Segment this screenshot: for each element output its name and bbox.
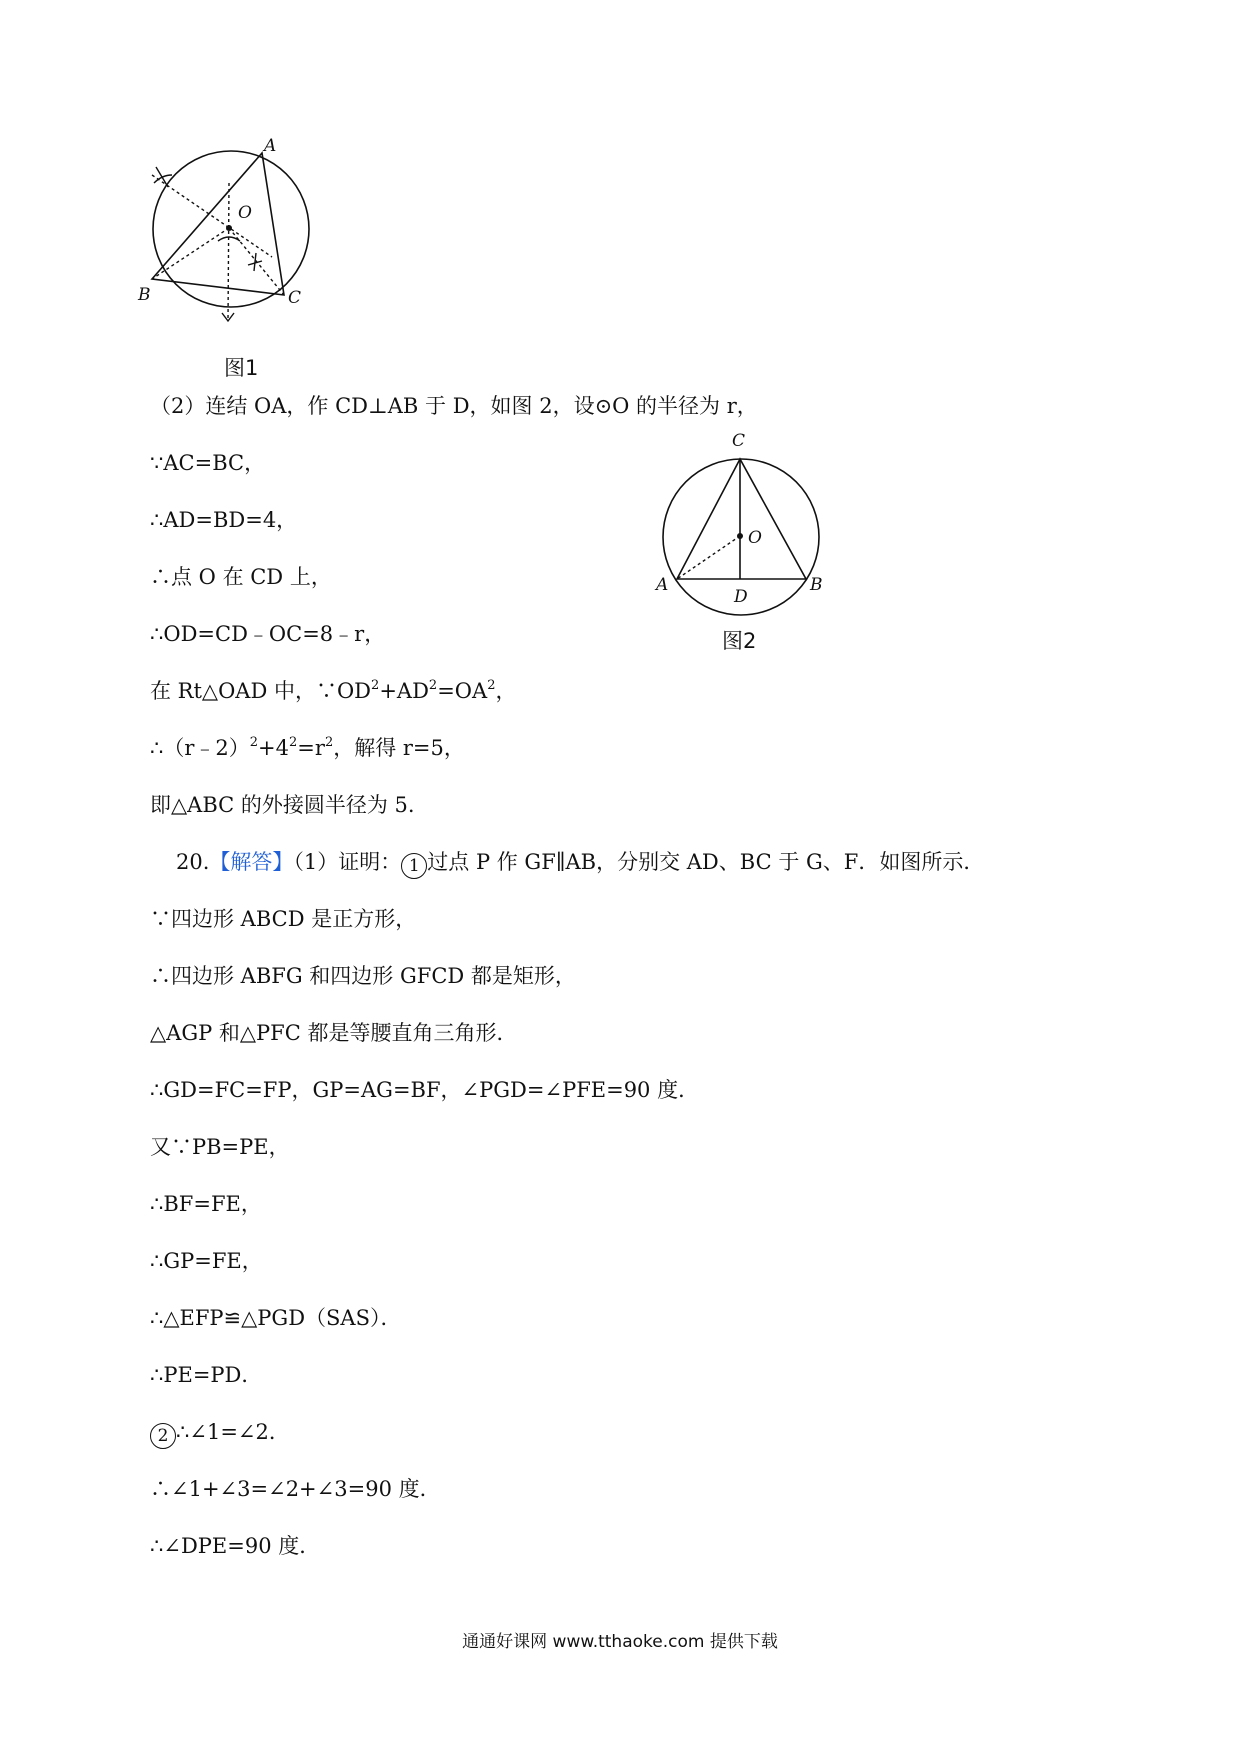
label-b: B <box>810 575 823 595</box>
text-line-3: ∴AD=BD=4， <box>150 508 298 532</box>
text-line-12: △AGP 和△PFC 都是等腰直角三角形． <box>150 1021 518 1045</box>
text-line-20: ∴∠1+∠3=∠2+∠3=90 度． <box>150 1477 441 1501</box>
step-marker-2: 2 <box>150 1423 176 1449</box>
text-line-19: 2 ∴∠1=∠2． <box>150 1418 290 1449</box>
center-point-o <box>226 225 232 231</box>
label-a: A <box>264 136 277 156</box>
center-point-o <box>737 533 743 539</box>
figure-1-caption: 图1 <box>224 356 259 380</box>
text-line-7: $\therefore(r﹣2)^2+4^2=r^2$，解得 r=5， <box>150 735 465 760</box>
arc-mark-right <box>248 253 262 271</box>
perpendicular-bisector-bc <box>228 183 229 321</box>
text-line-17: ∴△EFP≌△PGD（SAS）． <box>150 1306 402 1330</box>
text-line-15: ∴BF=FE， <box>150 1192 262 1216</box>
text-line-11: ∴四边形 ABFG 和四边形 GFCD 都是矩形， <box>150 964 576 988</box>
label-c: C <box>732 431 746 451</box>
label-a: A <box>656 575 669 595</box>
label-o: O <box>238 203 252 223</box>
question-number: 20. <box>176 850 210 874</box>
label-o: O <box>748 528 762 548</box>
text-line-2: ∵AC=BC， <box>150 451 266 475</box>
figure-1 <box>138 136 320 330</box>
text-line-13: ∴GD=FC=FP，GP=AG=BF，∠PGD=∠PFE=90 度． <box>150 1078 700 1102</box>
label-b: B <box>138 285 151 305</box>
step-marker-1: 1 <box>401 853 427 879</box>
text-line-16: ∴GP=FE， <box>150 1249 263 1273</box>
segment-oa <box>677 536 740 579</box>
text-line-14: 又∵PB=PE， <box>150 1135 290 1159</box>
figure-2-caption: 图2 <box>722 629 757 653</box>
answer-tag: 【解答】 <box>209 850 294 874</box>
page-footer: 通通好课网 www.tthaoke.com 提供下载 <box>462 1632 778 1652</box>
text-line-9: 20.【解答】（1）证明： 1 过点 P 作 GF∥AB，分别交 AD、BC 于 G、F．如图所示． <box>176 848 984 879</box>
text-line-10: ∵四边形 ABCD 是正方形， <box>150 907 417 931</box>
label-c: C <box>288 288 302 308</box>
arc-mark-top <box>154 167 172 187</box>
text-line-5: ∴OD=CD﹣OC=8﹣r， <box>150 622 386 646</box>
text-line-8: 即△ABC 的外接圆半径为 5. <box>150 793 415 817</box>
text-line-18: ∴PE=PD． <box>150 1363 263 1387</box>
perpendicular-bisector-ab <box>152 175 272 257</box>
text-line-21: ∴∠DPE=90 度． <box>150 1534 321 1558</box>
text-line-4: ∴点 O 在 CD 上， <box>150 565 332 589</box>
label-d: D <box>734 587 748 607</box>
triangle-abc <box>152 153 284 295</box>
text-line-6: 在 Rt△OAD 中，$\because OD^2+AD^2=OA^2$， <box>150 678 517 703</box>
triangle-abc <box>677 459 806 579</box>
text-line-1: （2）连结 OA，作 CD⊥AB 于 D，如图 2，设⊙O 的半径为 r， <box>150 394 758 418</box>
figure-2 <box>648 432 838 617</box>
